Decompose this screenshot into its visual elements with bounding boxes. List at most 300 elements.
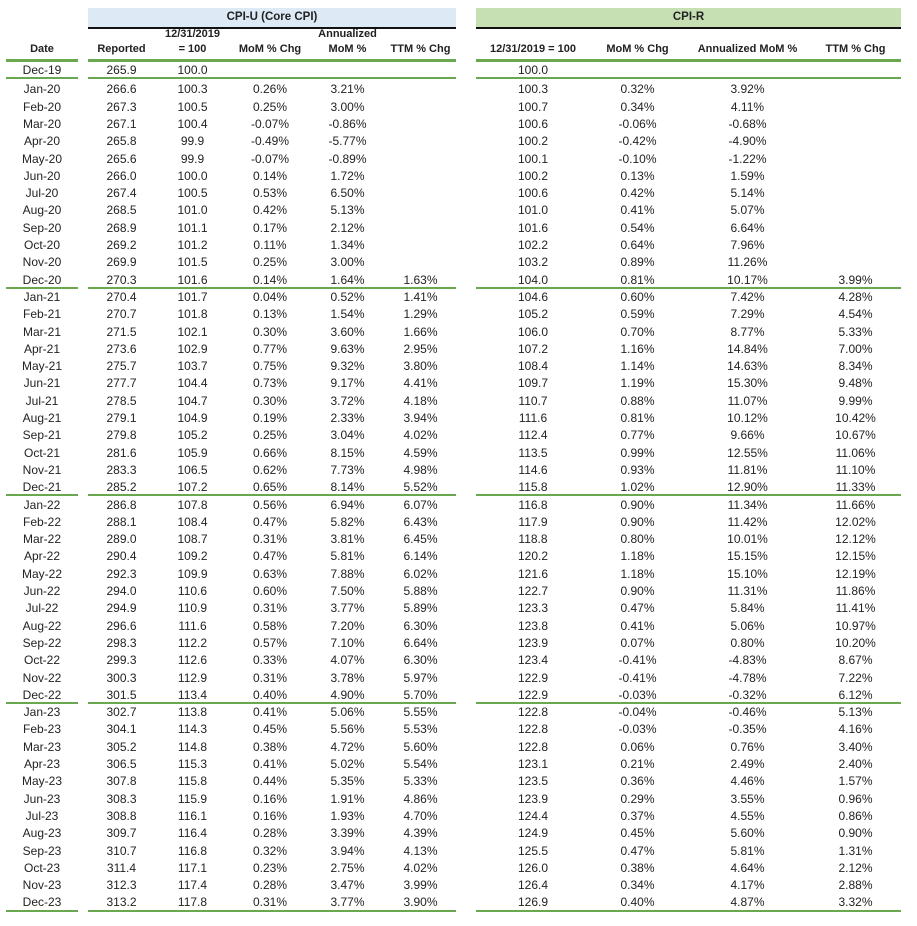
cell-mom-chg: 0.28% <box>252 878 288 893</box>
cell-date: Dec-20 <box>22 272 62 287</box>
cell-mom-chg: 0.62% <box>252 462 288 477</box>
cell-mom-chg: 0.25% <box>252 255 288 270</box>
cell-date: Nov-22 <box>22 670 62 685</box>
cell-r-index: 112.4 <box>518 428 548 443</box>
cell-ttm-chg: 6.30% <box>403 618 438 633</box>
cell-r-index: 104.0 <box>517 272 549 287</box>
table-row <box>0 670 917 687</box>
cell-reported: 270.3 <box>106 272 137 287</box>
table-row <box>0 877 917 894</box>
cell-date: Sep-22 <box>22 635 62 650</box>
cell-date: Jul-20 <box>25 186 59 201</box>
cell-annualized-mom: 4.07% <box>330 653 365 668</box>
cell-ttm-chg: 5.55% <box>403 705 438 720</box>
cell-annualized-mom: 3.39% <box>330 826 365 841</box>
cell-r-mom-chg: -0.03% <box>618 722 657 737</box>
table-row <box>0 514 917 531</box>
cell-r-mom-chg: 0.81% <box>620 272 655 287</box>
header-r-mom: MoM % Chg <box>606 43 669 55</box>
cell-r-index: 111.6 <box>518 411 548 425</box>
cell-date: Oct-22 <box>23 653 60 668</box>
cell-mom-chg: 0.56% <box>252 497 288 512</box>
cell-reported: 279.1 <box>106 411 137 425</box>
header-index-line1: 12/31/2019 <box>164 28 221 40</box>
cell-date: Jul-21 <box>25 393 59 408</box>
cell-r-mom-chg: 1.02% <box>620 480 655 495</box>
cell-r-index: 100.2 <box>517 134 549 149</box>
cell-r-annualized-mom: 0.76% <box>730 739 765 754</box>
cell-r-index: 122.8 <box>517 705 549 720</box>
cell-reported: 265.9 <box>106 63 137 77</box>
cell-date: Sep-20 <box>22 220 62 235</box>
cell-r-mom-chg: 0.13% <box>620 168 655 183</box>
table-row <box>0 393 917 410</box>
cell-index: 103.7 <box>177 359 208 374</box>
cell-annualized-mom: 1.34% <box>330 238 365 252</box>
header-index-line2: = 100 <box>178 43 207 55</box>
cell-ttm-chg: 1.63% <box>403 272 438 287</box>
cell-r-mom-chg: 0.90% <box>620 497 655 512</box>
cell-date: Mar-21 <box>22 324 61 339</box>
cell-date: Jul-23 <box>25 808 59 823</box>
cell-r-annualized-mom: 14.63% <box>727 359 768 374</box>
cell-date: Feb-22 <box>22 514 62 529</box>
cell-index: 101.7 <box>177 289 208 304</box>
cell-r-index: 122.9 <box>517 670 549 685</box>
cell-annualized-mom: 1.93% <box>330 808 365 823</box>
cell-r-annualized-mom: -4.83% <box>728 653 767 668</box>
cell-annualized-mom: 5.56% <box>330 722 365 737</box>
cell-date: Jun-20 <box>23 168 61 183</box>
cell-r-index: 100.7 <box>517 99 549 114</box>
cell-annualized-mom: 4.72% <box>330 739 365 754</box>
cell-r-index: 113.5 <box>518 445 548 460</box>
cell-annualized-mom: 4.90% <box>330 687 365 702</box>
cell-date: Aug-21 <box>22 411 62 425</box>
cell-r-index: 102.2 <box>517 238 549 252</box>
cell-r-index: 100.1 <box>517 151 549 166</box>
cell-reported: 294.9 <box>106 601 137 616</box>
cell-annualized-mom: 3.21% <box>330 82 365 97</box>
cell-ttm-chg: 6.30% <box>403 653 438 668</box>
cell-mom-chg: 0.31% <box>252 895 288 910</box>
cell-r-index: 123.9 <box>517 791 549 806</box>
cell-reported: 305.2 <box>106 739 137 754</box>
cell-r-annualized-mom: -0.32% <box>728 687 767 702</box>
cell-r-ttm-chg: 0.86% <box>838 808 873 823</box>
cell-ttm-chg: 4.41% <box>403 376 438 391</box>
table-row <box>0 566 917 583</box>
cell-index: 104.4 <box>177 376 208 391</box>
cell-annualized-mom: 3.60% <box>330 324 365 339</box>
cell-r-mom-chg: 0.06% <box>620 739 655 754</box>
cell-r-index: 103.2 <box>517 255 549 270</box>
cell-r-index: 124.9 <box>517 826 549 841</box>
cell-mom-chg: -0.49% <box>250 134 290 149</box>
cell-mom-chg: 0.04% <box>252 289 288 304</box>
cell-annualized-mom: -0.86% <box>328 116 367 131</box>
cell-r-annualized-mom: 15.15% <box>727 549 768 564</box>
cell-ttm-chg: 4.02% <box>403 860 438 875</box>
cell-reported: 299.3 <box>106 653 137 668</box>
cell-annualized-mom: 7.50% <box>330 584 365 598</box>
cell-index: 114.3 <box>177 722 208 737</box>
cell-index: 108.4 <box>177 514 208 529</box>
cell-mom-chg: 0.66% <box>252 445 288 460</box>
cell-r-index: 120.2 <box>517 549 549 564</box>
cell-r-mom-chg: -0.04% <box>618 705 657 720</box>
cell-reported: 304.1 <box>106 722 137 737</box>
cell-date: Jan-21 <box>23 289 61 304</box>
cell-r-index: 124.4 <box>517 808 549 823</box>
cell-r-mom-chg: -0.41% <box>618 653 657 668</box>
cell-index: 115.8 <box>177 774 208 789</box>
cell-mom-chg: 0.38% <box>252 739 288 754</box>
cell-r-annualized-mom: 10.17% <box>727 272 768 287</box>
cell-reported: 269.9 <box>106 255 137 270</box>
cell-mom-chg: 0.44% <box>252 774 288 789</box>
cell-r-mom-chg: 0.77% <box>620 428 655 443</box>
table-row <box>0 721 917 738</box>
cell-reported: 310.7 <box>106 843 137 858</box>
cell-r-ttm-chg: 8.67% <box>838 653 873 668</box>
cell-mom-chg: 0.16% <box>252 808 288 823</box>
cell-index: 100.5 <box>177 99 208 114</box>
cell-index: 116.8 <box>177 843 208 858</box>
cell-index: 100.0 <box>177 63 208 77</box>
cell-index: 112.2 <box>177 635 208 650</box>
cell-r-ttm-chg: 11.66% <box>835 497 876 512</box>
cell-date: Mar-23 <box>22 739 61 754</box>
cell-r-ttm-chg: 5.33% <box>838 324 873 339</box>
cell-reported: 312.3 <box>106 878 137 893</box>
cell-r-annualized-mom: 12.90% <box>727 480 768 495</box>
cell-annualized-mom: 3.77% <box>330 895 365 910</box>
table-row <box>0 375 917 392</box>
cell-annualized-mom: 5.13% <box>330 203 365 218</box>
cell-r-annualized-mom: 2.49% <box>730 757 765 771</box>
cell-mom-chg: 0.26% <box>252 82 288 97</box>
cell-r-index: 100.0 <box>517 63 549 77</box>
cell-date: Oct-21 <box>23 445 60 460</box>
cell-index: 117.4 <box>177 878 208 893</box>
cell-r-mom-chg: 0.36% <box>620 774 655 789</box>
cell-r-annualized-mom: 10.01% <box>727 532 768 547</box>
cell-r-annualized-mom: 15.10% <box>727 566 768 581</box>
cell-ttm-chg: 6.43% <box>403 514 438 529</box>
cell-reported: 268.5 <box>106 203 137 218</box>
cell-r-annualized-mom: 11.26% <box>727 255 768 270</box>
cell-reported: 288.1 <box>106 514 137 529</box>
cell-date: Mar-20 <box>22 116 61 131</box>
table-row <box>0 894 917 911</box>
cell-index: 102.1 <box>177 324 208 339</box>
cell-index: 101.5 <box>177 255 208 270</box>
cell-annualized-mom: 0.52% <box>330 289 365 304</box>
table-row <box>0 272 917 289</box>
cell-r-annualized-mom: 4.46% <box>730 774 765 789</box>
cell-r-ttm-chg: 12.02% <box>835 514 876 529</box>
cell-reported: 267.3 <box>106 99 137 114</box>
cell-index: 109.9 <box>177 566 208 581</box>
cell-index: 105.2 <box>177 428 208 443</box>
cell-annualized-mom: 5.35% <box>330 774 365 789</box>
cell-date: Mar-22 <box>22 532 61 547</box>
cell-r-ttm-chg: 1.31% <box>838 843 873 858</box>
table-row <box>0 652 917 669</box>
cell-r-ttm-chg: 2.12% <box>838 860 873 875</box>
cell-mom-chg: 0.13% <box>252 307 288 322</box>
cell-r-annualized-mom: 5.81% <box>730 843 765 858</box>
cell-mom-chg: 0.47% <box>252 514 288 529</box>
cell-r-annualized-mom: 5.07% <box>730 203 765 218</box>
cell-r-mom-chg: 0.81% <box>620 411 655 425</box>
cell-mom-chg: 0.53% <box>252 186 288 201</box>
cell-mom-chg: 0.31% <box>252 532 288 547</box>
cell-mom-chg: 0.47% <box>252 549 288 564</box>
header-r-annualized: Annualized MoM % <box>697 43 798 55</box>
table-row <box>0 739 917 756</box>
cell-index: 116.4 <box>177 826 208 841</box>
cell-annualized-mom: 3.47% <box>330 878 365 893</box>
cell-r-annualized-mom: -0.35% <box>728 722 767 737</box>
cell-r-annualized-mom: 7.96% <box>730 238 765 252</box>
cell-index: 104.7 <box>177 393 208 408</box>
cell-r-mom-chg: 0.34% <box>620 99 655 114</box>
table-row <box>0 99 917 116</box>
cell-annualized-mom: 7.73% <box>330 462 365 477</box>
cell-index: 100.5 <box>177 186 208 201</box>
cell-r-annualized-mom: 0.80% <box>730 635 765 650</box>
cell-index: 100.4 <box>177 116 208 131</box>
cell-date: Apr-20 <box>23 134 61 149</box>
cell-r-index: 122.9 <box>517 687 549 702</box>
cell-r-annualized-mom: 10.12% <box>727 411 768 425</box>
cell-date: Dec-22 <box>22 687 62 702</box>
cell-reported: 267.1 <box>106 116 137 131</box>
table-row <box>0 531 917 548</box>
cell-r-index: 100.2 <box>517 168 549 183</box>
cell-annualized-mom: 3.78% <box>330 670 365 685</box>
cell-ttm-chg: 1.66% <box>403 324 438 339</box>
cell-index: 100.0 <box>177 168 208 183</box>
cell-reported: 309.7 <box>106 826 137 841</box>
cell-date: Apr-21 <box>23 341 61 356</box>
cell-r-mom-chg: 0.90% <box>620 584 655 598</box>
cell-r-ttm-chg: 10.20% <box>835 635 876 650</box>
cell-r-mom-chg: 1.19% <box>620 376 655 391</box>
cell-r-ttm-chg: 4.16% <box>838 722 873 737</box>
cell-r-mom-chg: 0.47% <box>620 601 655 616</box>
table-row <box>0 341 917 358</box>
cell-mom-chg: 0.32% <box>252 843 288 858</box>
cell-reported: 298.3 <box>106 635 137 650</box>
cell-annualized-mom: 5.81% <box>330 549 365 564</box>
cell-r-index: 126.0 <box>517 860 549 875</box>
table-row <box>0 635 917 652</box>
cell-reported: 267.4 <box>106 186 137 201</box>
cell-ttm-chg: 5.88% <box>403 584 438 598</box>
cell-ttm-chg: 6.45% <box>403 532 438 547</box>
cell-index: 108.7 <box>177 532 208 547</box>
cell-r-annualized-mom: 11.34% <box>727 497 768 512</box>
cell-index: 101.2 <box>177 238 208 252</box>
cell-r-annualized-mom: 5.06% <box>730 618 765 633</box>
cell-reported: 281.6 <box>106 445 137 460</box>
cell-ttm-chg: 5.52% <box>403 480 438 495</box>
cell-annualized-mom: 8.15% <box>330 445 365 460</box>
cell-index: 101.1 <box>177 220 208 235</box>
cell-r-mom-chg: 0.40% <box>620 895 655 910</box>
cell-date: Nov-20 <box>22 255 62 270</box>
table-row <box>0 237 917 254</box>
cell-annualized-mom: 3.04% <box>330 428 365 443</box>
cell-r-ttm-chg: 11.41% <box>835 601 876 616</box>
cell-ttm-chg: 5.54% <box>403 757 438 771</box>
cell-r-annualized-mom: -4.78% <box>728 670 767 685</box>
table-row <box>0 773 917 790</box>
header-ttm: TTM % Chg <box>390 43 451 55</box>
cell-annualized-mom: 9.63% <box>330 341 365 356</box>
cell-r-index: 123.5 <box>517 774 549 789</box>
cell-r-annualized-mom: 1.59% <box>730 168 765 183</box>
table-row <box>0 151 917 168</box>
cell-date: Feb-20 <box>22 99 62 114</box>
cell-r-annualized-mom: 4.87% <box>730 895 765 910</box>
cell-r-mom-chg: 0.80% <box>620 532 655 547</box>
cell-r-ttm-chg: 7.00% <box>838 341 873 356</box>
cell-index: 105.9 <box>177 445 208 460</box>
cell-r-ttm-chg: 12.19% <box>835 566 876 581</box>
cell-r-mom-chg: 0.64% <box>620 238 655 252</box>
cell-index: 117.1 <box>177 860 208 875</box>
cell-index: 115.3 <box>177 757 208 771</box>
table-row <box>0 324 917 341</box>
cell-r-ttm-chg: 12.15% <box>835 549 876 564</box>
table-row <box>0 254 917 271</box>
cell-mom-chg: 0.28% <box>252 826 288 841</box>
cell-reported: 270.7 <box>106 307 137 322</box>
cell-r-annualized-mom: 5.84% <box>730 601 765 616</box>
cell-r-mom-chg: -0.03% <box>618 687 657 702</box>
header-reported: Reported <box>97 43 146 55</box>
cell-date: Dec-23 <box>22 895 62 910</box>
cell-r-ttm-chg: 4.54% <box>838 307 873 322</box>
cell-reported: 278.5 <box>106 393 137 408</box>
cell-reported: 271.5 <box>106 324 137 339</box>
cell-annualized-mom: 1.91% <box>330 791 365 806</box>
cell-date: Feb-23 <box>22 722 62 737</box>
cell-r-mom-chg: 0.93% <box>620 462 655 477</box>
cell-r-ttm-chg: 12.12% <box>835 532 876 547</box>
table-row <box>0 825 917 842</box>
cell-index: 101.0 <box>177 203 208 218</box>
cell-ttm-chg: 1.29% <box>403 307 438 322</box>
cell-r-index: 123.9 <box>517 635 549 650</box>
cell-reported: 290.4 <box>106 549 137 564</box>
cell-r-ttm-chg: 10.42% <box>835 411 876 425</box>
cell-annualized-mom: 2.12% <box>330 220 365 235</box>
cell-mom-chg: 0.14% <box>252 168 288 183</box>
cell-index: 101.6 <box>177 272 208 287</box>
table-row <box>0 600 917 617</box>
cell-index: 113.8 <box>177 705 208 720</box>
table-row <box>0 116 917 133</box>
cell-date: Jan-22 <box>23 497 61 512</box>
cell-annualized-mom: 2.75% <box>330 860 365 875</box>
table-row <box>0 306 917 323</box>
cell-date: Oct-20 <box>23 238 60 252</box>
cell-date: Aug-22 <box>22 618 62 633</box>
cell-r-ttm-chg: 0.90% <box>838 826 873 841</box>
header-r-ttm: TTM % Chg <box>825 43 886 55</box>
cell-r-annualized-mom: 4.17% <box>730 878 765 893</box>
cell-date: Apr-22 <box>23 549 61 564</box>
cell-r-index: 122.7 <box>517 584 549 598</box>
cell-ttm-chg: 5.53% <box>403 722 438 737</box>
cell-date: Aug-23 <box>22 826 62 841</box>
cell-index: 99.9 <box>180 151 205 166</box>
table-row <box>0 704 917 721</box>
cpi-u-group-header: CPI-U (Core CPI) <box>88 8 456 29</box>
cell-index: 113.4 <box>177 687 208 702</box>
cell-reported: 307.8 <box>106 774 137 789</box>
table-row <box>0 687 917 704</box>
cell-date: Oct-23 <box>23 860 60 875</box>
table-row <box>0 168 917 185</box>
cell-annualized-mom: 9.32% <box>330 359 365 374</box>
cell-date: Jun-22 <box>23 584 61 598</box>
cell-reported: 266.6 <box>106 82 137 97</box>
cell-index: 112.9 <box>177 670 208 685</box>
cell-index: 112.6 <box>177 653 208 668</box>
cell-annualized-mom: 8.14% <box>330 480 365 495</box>
cell-index: 109.2 <box>177 549 208 564</box>
table-row <box>0 808 917 825</box>
cell-r-annualized-mom: 11.31% <box>727 584 768 598</box>
cell-mom-chg: 0.16% <box>252 791 288 806</box>
cell-r-annualized-mom: 5.60% <box>730 826 765 841</box>
cell-mom-chg: 0.45% <box>252 722 288 737</box>
cell-reported: 294.0 <box>106 584 137 598</box>
cell-ttm-chg: 6.02% <box>403 566 438 581</box>
cell-date: Nov-23 <box>22 878 62 893</box>
cell-r-annualized-mom: 15.30% <box>727 376 768 391</box>
cell-r-annualized-mom: 4.11% <box>730 99 765 114</box>
cell-r-annualized-mom: 12.55% <box>727 445 768 460</box>
cell-r-index: 115.8 <box>518 480 548 495</box>
table-row <box>0 462 917 479</box>
cell-r-index: 117.9 <box>518 514 548 529</box>
cell-r-annualized-mom: 11.81% <box>727 462 768 477</box>
cell-mom-chg: -0.07% <box>250 151 290 166</box>
cell-r-mom-chg: 0.07% <box>620 635 655 650</box>
cell-mom-chg: 0.60% <box>252 584 288 598</box>
header-r-index: 12/31/2019 = 100 <box>490 43 576 55</box>
cell-mom-chg: 0.57% <box>252 635 288 650</box>
cell-mom-chg: 0.77% <box>252 341 288 356</box>
cell-r-index: 123.8 <box>517 618 549 633</box>
cell-r-mom-chg: 0.41% <box>620 618 655 633</box>
cell-r-mom-chg: 0.38% <box>620 860 655 875</box>
table-row <box>0 358 917 375</box>
cell-mom-chg: 0.17% <box>252 220 288 235</box>
cell-annualized-mom: 6.94% <box>330 497 365 512</box>
cell-reported: 313.2 <box>106 895 137 910</box>
cell-r-annualized-mom: 3.55% <box>730 791 765 806</box>
cell-r-annualized-mom: 7.29% <box>730 307 765 322</box>
cell-r-annualized-mom: 11.07% <box>727 393 768 408</box>
